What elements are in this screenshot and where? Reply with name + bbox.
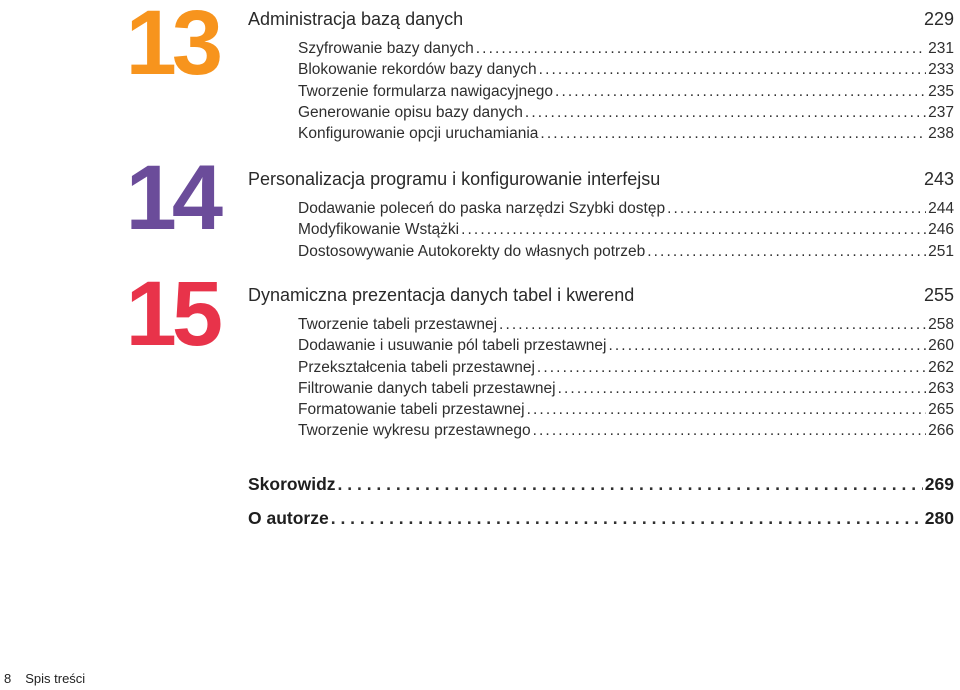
chapter-title-text: Dynamiczna prezentacja danych tabel i kwerend [248,285,635,305]
toc-entry-title: Modyfikowanie Wstążki [298,221,460,239]
toc-entry-title: Konfigurowanie opcji uruchamiania [298,125,539,143]
toc-entry[interactable] [298,380,954,401]
chapter-15-title[interactable] [248,285,954,306]
page-footer [4,671,85,686]
toc-entry-page: 260 [928,337,954,355]
toc-entry-title: Dodawanie i usuwanie pól tabeli przestawnej [298,337,607,355]
dot-leader [555,83,926,101]
footer-section-title: Spis treści [25,671,86,686]
toc-entry-index[interactable] [248,474,954,495]
chapter-13-title[interactable] [248,9,954,30]
dot-leader [558,380,927,398]
toc-entry-title: Generowanie opisu bazy danych [298,103,523,121]
toc-entry[interactable] [298,401,954,422]
toc-entry[interactable] [298,359,954,380]
footer-page-number: 8 [4,671,12,686]
toc-entry[interactable] [298,422,954,443]
dot-leader [537,359,926,377]
dot-leader [647,243,926,261]
toc-entry-page: 265 [928,401,954,419]
toc-entry-page: 246 [928,221,954,239]
dot-leader [539,61,926,79]
toc-entry[interactable] [298,243,954,264]
toc-entry-page: 238 [928,125,954,143]
dot-leader [338,474,923,495]
dot-leader [476,40,926,58]
chapter-title-text: Personalizacja programu i konfigurowanie interfejsu [248,169,661,189]
dot-leader [331,508,923,529]
toc-entry-page: 251 [928,242,954,260]
toc-entry-about-author[interactable] [248,508,954,529]
chapter-14-title[interactable] [248,169,954,190]
toc-entry[interactable] [298,316,954,337]
chapter-14-entries [298,200,954,264]
chapter-title-text: Administracja bazą danych [248,9,464,29]
toc-entry-page: 262 [928,358,954,376]
toc-entry-page: 231 [928,40,954,57]
toc-entry-title: Skorowidz [248,474,336,494]
dot-leader [540,125,926,143]
toc-entry[interactable] [298,83,954,104]
chapter-14-number: 14 [125,147,218,249]
toc-entry-title: Tworzenie tabeli przestawnej [298,316,498,333]
toc-entry-title: Przekształcenia tabeli przestawnej [298,358,535,376]
chapter-page: 229 [923,9,954,29]
chapter-13-entries [298,40,954,146]
chapter-page: 255 [923,285,954,305]
toc-entry-page: 269 [924,474,954,494]
toc-entry-title: Szyfrowanie bazy danych [298,40,474,57]
toc-entry-page: 244 [928,200,954,217]
toc-entry-page: 235 [928,82,954,100]
toc-entry-title: Formatowanie tabeli przestawnej [298,401,525,419]
toc-entry-page: 280 [924,508,954,528]
toc-entry-title: Tworzenie formularza nawigacyjnego [298,82,554,100]
chapter-13-number: 13 [125,0,218,94]
toc-entry[interactable] [298,221,954,242]
toc-entry-title: Filtrowanie danych tabeli przestawnej [298,379,556,397]
toc-entry[interactable] [298,125,954,146]
dot-leader [533,422,927,440]
toc-entry-title: Tworzenie wykresu przestawnego [298,422,531,440]
dot-leader [525,104,926,122]
dot-leader [608,337,926,355]
toc-entry[interactable] [298,200,954,221]
dot-leader [499,316,926,334]
toc-entry[interactable] [298,40,954,61]
toc-entry-title: Dodawanie poleceń do paska narzędzi Szybki dostęp [298,200,666,217]
chapter-15-number: 15 [125,263,218,365]
toc-entry-page: 237 [928,103,954,121]
toc-entry-title: Dostosowywanie Autokorekty do własnych potrzeb [298,242,646,260]
toc-entry[interactable] [298,337,954,358]
toc-entry-page: 258 [928,316,954,333]
toc-entry[interactable] [298,104,954,125]
dot-leader [527,401,927,419]
toc-entry-page: 263 [928,379,954,397]
dot-leader [667,200,926,218]
toc-entry-page: 266 [928,422,954,440]
toc-entry-page: 233 [928,61,954,79]
toc-entry-title: O autorze [248,508,329,528]
chapter-page: 243 [923,169,954,189]
dot-leader [461,221,926,239]
chapter-15-entries [298,316,954,444]
toc-entry-title: Blokowanie rekordów bazy danych [298,61,537,79]
toc-entry[interactable] [298,61,954,82]
